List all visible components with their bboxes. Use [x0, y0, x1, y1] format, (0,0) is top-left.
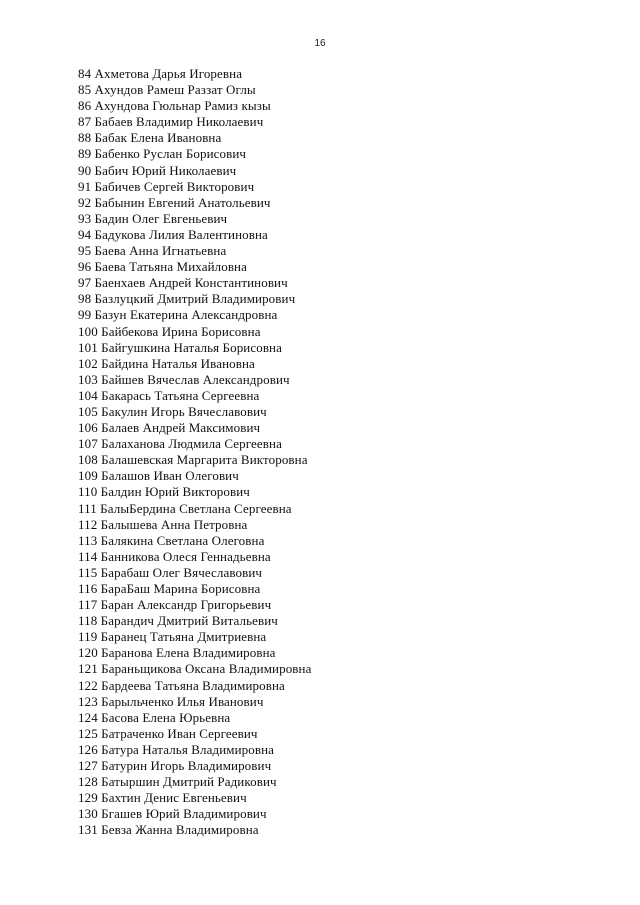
- list-item: 106 Балаев Андрей Максимович: [78, 420, 261, 436]
- list-item: 109 Балашов Иван Олегович: [78, 468, 239, 484]
- list-item: 113 Балякина Светлана Олеговна: [78, 532, 265, 548]
- list-item: 127 Батурин Игорь Владимирович: [78, 758, 272, 774]
- list-item: 107 Балаханова Людмила Сергеевна: [78, 436, 282, 452]
- list-item: 105 Бакулин Игорь Вячеславович: [78, 403, 267, 419]
- list-item: 112 Балышева Анна Петровна: [78, 516, 248, 532]
- list-item: 96 Баева Татьяна Михайловна: [78, 259, 247, 275]
- list-item: 110 Балдин Юрий Викторович: [78, 484, 250, 500]
- list-item: 131 Бевза Жанна Владимировна: [78, 822, 259, 838]
- list-item: 97 Баенхаев Андрей Константинович: [78, 275, 288, 291]
- list-item: 121 Бараньщикова Оксана Владимировна: [78, 661, 312, 677]
- list-item: 95 Баева Анна Игнатьевна: [78, 243, 227, 259]
- name-list: [78, 66, 311, 839]
- list-item: 128 Батыршин Дмитрий Радикович: [78, 774, 277, 790]
- list-item: 108 Балашевская Маргарита Викторовна: [78, 452, 308, 468]
- list-item: 111 БалыБердина Светлана Сергеевна: [78, 500, 292, 516]
- list-item: 102 Байдина Наталья Ивановна: [78, 355, 255, 371]
- list-item: 126 Батура Наталья Владимировна: [78, 741, 275, 757]
- list-item: 98 Базлуцкий Дмитрий Владимирович: [78, 291, 296, 307]
- page-number: 16: [314, 38, 326, 49]
- list-item: 114 Банникова Олеся Геннадьевна: [78, 548, 271, 564]
- list-item: 86 Ахундова Гюльнар Рамиз кызы: [78, 98, 271, 114]
- list-item: 100 Байбекова Ирина Борисовна: [78, 323, 261, 339]
- list-item: 120 Баранова Елена Владимировна: [78, 645, 276, 661]
- list-item: 122 Бардеева Татьяна Владимировна: [78, 677, 285, 693]
- list-item: 124 Басова Елена Юрьевна: [78, 709, 231, 725]
- list-item: 115 Барабаш Олег Вячеславович: [78, 564, 263, 580]
- list-item: 90 Бабич Юрий Николаевич: [78, 162, 237, 178]
- list-item: 129 Бахтин Денис Евгеньевич: [78, 790, 247, 806]
- list-item: 118 Барандич Дмитрий Витальевич: [78, 613, 278, 629]
- list-item: 123 Барыльченко Илья Иванович: [78, 693, 264, 709]
- list-item: 130 Бгашев Юрий Владимирович: [78, 806, 267, 822]
- list-item: 119 Баранец Татьяна Дмитриевна: [78, 629, 267, 645]
- list-item: 89 Бабенко Руслан Борисович: [78, 146, 247, 162]
- list-item: 92 Бабынин Евгений Анатольевич: [78, 194, 271, 210]
- list-item: 116 БараБаш Марина Борисовна: [78, 581, 261, 596]
- list-item: 104 Бакарась Татьяна Сергеевна: [78, 387, 260, 403]
- list-item: 117 Баран Александр Григорьевич: [78, 597, 272, 613]
- list-item: 91 Бабичев Сергей Викторович: [78, 178, 255, 194]
- list-item: 93 Бадин Олег Евгеньевич: [78, 210, 228, 226]
- list-item: 84 Ахметова Дарья Игоревна: [78, 66, 243, 81]
- list-item: 88 Бабак Елена Ивановна: [78, 130, 222, 146]
- list-item: 103 Байшев Вячеслав Александрович: [78, 371, 290, 387]
- list-item: 85 Ахундов Рамеш Раззат Оглы: [78, 82, 256, 98]
- list-item: 87 Бабаев Владимир Николаевич: [78, 114, 264, 130]
- list-item: 125 Батраченко Иван Сергеевич: [78, 725, 258, 741]
- list-item: 99 Базун Екатерина Александровна: [78, 307, 278, 323]
- list-item: 94 Бадукова Лилия Валентиновна: [78, 226, 268, 242]
- list-item: 101 Байгушкина Наталья Борисовна: [78, 339, 282, 355]
